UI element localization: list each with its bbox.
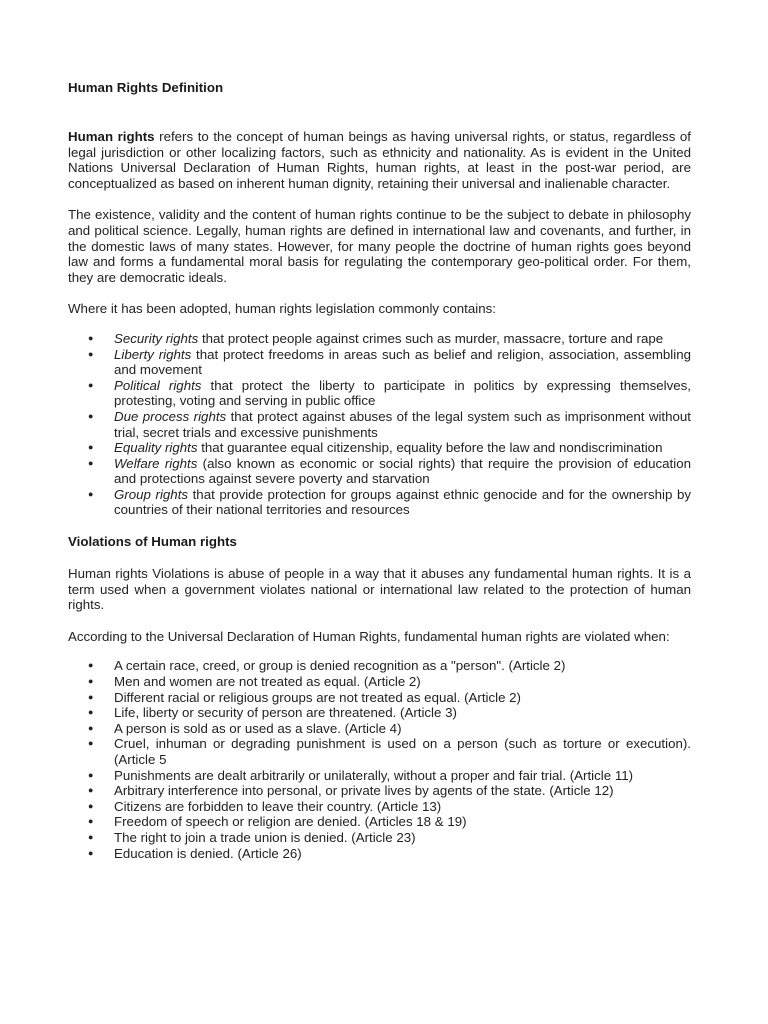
violation-item [68, 814, 691, 830]
violation-item [68, 690, 691, 706]
right-description: that provide protection for groups against ethnic genocide and for the ownership by countries of their national territories and resources [114, 486, 691, 518]
right-term: Due process rights [114, 408, 227, 424]
bullet-icon: ● [88, 769, 94, 780]
term-human-rights: Human rights [68, 129, 155, 144]
violation-text: Men and women are not treated as equal. (Article 2) [114, 674, 421, 690]
bullet-icon: ● [88, 410, 94, 421]
bullet-icon: ● [88, 442, 94, 453]
rights-list-item [68, 378, 691, 409]
definition-text: refers to the concept of human beings as having universal rights, or status, regardless of legal jurisdiction or other localizing factors, such as ethnicity and nationality. As is evident in the United Nations Universal Declaration of Human Rights, human rights, at least in the post-war period, are conceptualized as based on inherent human dignity, retaining their universal and inalienable character. [68, 129, 691, 191]
violation-text: Cruel, inhuman or degrading punishment is used on a person (such as torture or execution). (Article 5 [114, 736, 691, 767]
bullet-icon: ● [88, 722, 94, 733]
bullet-icon: ● [88, 691, 94, 702]
violation-text: Education is denied. (Article 26) [114, 845, 302, 861]
right-term: Group rights [114, 486, 189, 502]
rights-list-item [68, 456, 691, 487]
violations-definition-paragraph: Human rights Violations is abuse of people in a way that it abuses any fundamental human rights. It is a term used when a government violates national or international law related to the protection of human rights. [68, 566, 691, 613]
violation-text: Freedom of speech or religion are denied. (Articles 18 & 19) [114, 814, 467, 830]
document-page [68, 80, 691, 861]
bullet-icon: ● [88, 379, 94, 390]
right-term: Welfare rights [114, 455, 198, 471]
violation-item [68, 705, 691, 721]
bullet-icon: ● [88, 457, 94, 468]
bullet-icon: ● [88, 847, 94, 858]
bullet-icon: ● [88, 707, 94, 718]
violation-text: A person is sold as or used as a slave. (Article 4) [114, 720, 402, 736]
rights-list-item [68, 487, 691, 518]
violation-text: Citizens are forbidden to leave their country. (Article 13) [114, 798, 442, 814]
section-title-definition: Human Rights Definition [68, 80, 224, 95]
rights-list [68, 331, 691, 518]
violation-item [68, 721, 691, 737]
right-description: (also known as economic or social rights) that require the provision of education and protections against severe poverty and starvation [114, 455, 691, 487]
violation-item [68, 736, 691, 767]
legislation-intro: Where it has been adopted, human rights legislation commonly contains: [68, 301, 496, 317]
right-description: that guarantee equal citizenship, equality before the law and nondiscrimination [197, 440, 663, 456]
rights-list-item [68, 331, 691, 347]
violation-item [68, 674, 691, 690]
violation-text: Different racial or religious groups are not treated as equal. (Article 2) [114, 689, 521, 705]
bullet-icon: ● [88, 738, 94, 749]
violation-item [68, 768, 691, 784]
right-term: Political rights [114, 377, 202, 393]
bullet-icon: ● [88, 676, 94, 687]
bullet-icon: ● [88, 488, 94, 499]
bullet-icon: ● [88, 785, 94, 796]
bullet-icon: ● [88, 816, 94, 827]
right-term: Equality rights [114, 440, 198, 456]
bullet-icon: ● [88, 660, 94, 671]
right-description: that protect freedoms in areas such as belief and religion, association, assembling and movement [114, 346, 692, 378]
violation-text: The right to join a trade union is denied. (Article 23) [114, 829, 416, 845]
bullet-icon: ● [88, 831, 94, 842]
section-title-violations: Violations of Human rights [68, 534, 237, 550]
rights-list-item [68, 409, 691, 440]
right-term: Liberty rights [114, 346, 192, 362]
right-description: that protect against abuses of the legal system such as imprisonment without trial, secret trials and excessive punishments [114, 408, 692, 440]
right-description: that protect the liberty to participate in politics by expressing themselves, protesting, voting and serving in public office [114, 377, 691, 409]
right-description: that protect people against crimes such as murder, massacre, torture and rape [198, 330, 664, 346]
violation-text: Life, liberty or security of person are threatened. (Article 3) [114, 705, 457, 721]
rights-list-item [68, 440, 691, 456]
definition-paragraph [68, 129, 691, 191]
violation-text: A certain race, creed, or group is denied recognition as a "person". (Article 2) [114, 658, 566, 674]
violation-text: Punishments are dealt arbitrarily or unilaterally, without a proper and fair trial. (Article 11) [114, 767, 634, 783]
bullet-icon: ● [88, 800, 94, 811]
violations-list [68, 658, 691, 861]
violation-item [68, 658, 691, 674]
violation-item [68, 783, 691, 799]
violations-intro: According to the Universal Declaration of Human Rights, fundamental human rights are violated when: [68, 628, 670, 644]
violation-item [68, 846, 691, 862]
bullet-icon: ● [88, 348, 94, 359]
debate-paragraph: The existence, validity and the content of human rights continue to be the subject to debate in philosophy and political science. Legally, human rights are defined in international law and covenants, and further, in the domestic laws of many states. However, for many people the doctrine of human rights goes beyond law and forms a fundamental moral basis for regulating the contemporary geo-political order. For them, they are democratic ideals. [68, 207, 691, 285]
violation-item [68, 830, 691, 846]
rights-list-item [68, 347, 691, 378]
bullet-icon: ● [88, 332, 94, 343]
violation-item [68, 799, 691, 815]
violation-text: Arbitrary interference into personal, or private lives by agents of the state. (Article 12) [114, 783, 614, 799]
right-term: Security rights [114, 330, 199, 346]
